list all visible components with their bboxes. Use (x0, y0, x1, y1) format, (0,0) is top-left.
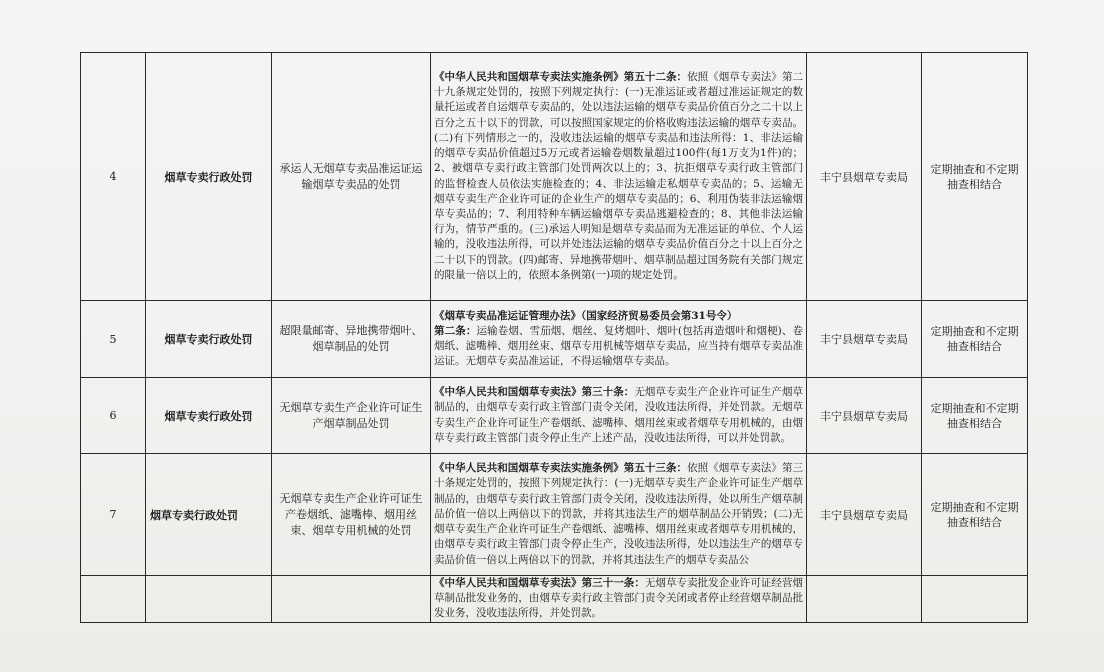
responsible-department: 丰宁县烟草专卖局 (807, 378, 922, 454)
legal-basis (431, 454, 807, 576)
legal-basis (431, 576, 807, 623)
legal-basis-title: 《中华人民共和国烟草专卖法实施条例》第五十三条： (434, 462, 688, 475)
responsible-department (807, 576, 922, 623)
legal-basis-text: 运输卷烟、雪茄烟、烟丝、复烤烟叶、烟叶(包括再造烟叶和烟梗)、卷烟纸、滤嘴棒、烟用丝束、烟草专用机械等烟草专卖品，应当持有烟草专卖品准运证。无烟草专卖品准运证，不得运输烟草专卖品。 (434, 324, 803, 368)
penalty-category: 烟草专卖行政处罚 (146, 378, 272, 454)
legal-basis-title: 《中华人民共和国烟草专卖法实施条例》第五十二条： (434, 71, 688, 84)
table-row (81, 454, 1028, 576)
table-row (81, 53, 1028, 301)
inspection-mode: 定期抽查和不定期抽查相结合 (922, 454, 1028, 576)
penalty-item: 承运人无烟草专卖品准运证运输烟草专卖品的处罚 (272, 53, 431, 301)
legal-basis-text: 依照《烟草专卖法》第二十九条规定处罚的，按照下列规定执行：(一)无准运证或者超过准运证规定的数量托运或者自运烟草专卖品的，处以违法运输的烟草专卖品价值百分之二十以上百分之五十以下的罚款，可以按照国家规定的价格收购违法运输的烟草专卖品。(二)有下列情形之一的，没收违法运输的烟草专卖品和违法所得：1、非法运输的烟草专卖品价值超过5万元或者运输卷烟数量超过100件(每1万支为1件)的；2、被烟草专卖行政主管部门处罚两次以上的；3、抗拒烟草专卖行政主管部门的监督检查人员依法实施检查的；4、非法运输走私烟草专卖品的；5、运输无烟草专卖生产企业许可证的企业生产的烟草专卖品的；6、利用伪装非法运输烟草专卖品的；7、利用特种车辆运输烟草专卖品逃避检查的；8、其他非法运输行为，情节严重的。(三)承运人明知是烟草专卖品而为无准运证的单位、个人运输的，没收违法所得，可以并处违法运输的烟草专卖品价值百分之十以上百分之二十以下的罚款。(四)邮寄、异地携带烟叶、烟草制品超过国务院有关部门规定的限量一倍以上的，依照本条例第(一)项的规定处罚。 (434, 71, 804, 281)
table-row (81, 576, 1028, 623)
table-row (81, 301, 1028, 378)
penalty-item: 超限量邮寄、异地携带烟叶、烟草制品的处罚 (272, 301, 431, 378)
legal-basis (431, 53, 807, 301)
penalty-category (146, 576, 272, 623)
responsible-department: 丰宁县烟草专卖局 (807, 301, 922, 378)
legal-basis-title: 《中华人民共和国烟草专卖法》第三十条： (434, 386, 635, 399)
inspection-mode: 定期抽查和不定期抽查相结合 (922, 378, 1028, 454)
row-index: 4 (81, 53, 146, 301)
legal-basis-text: 无烟草专卖批发企业许可证经营烟草制品批发业务的，由烟草专卖行政主管部门责令关闭或者停止经营烟草制品批发业务，没收违法所得，并处罚款。 (434, 577, 804, 620)
penalty-item: 无烟草专卖生产企业许可证生产烟草制品处罚 (272, 378, 431, 454)
penalty-item (272, 576, 431, 623)
penalty-category: 烟草专卖行政处罚 (146, 454, 272, 576)
inspection-mode (922, 576, 1028, 623)
responsible-department: 丰宁县烟草专卖局 (807, 53, 922, 301)
legal-basis-text: 无烟草专卖生产企业许可证生产烟草制品的，由烟草专卖行政主管部门责令关闭，没收违法所得，并处罚款。无烟草专卖生产企业许可证生产卷烟纸、滤嘴棒、烟用丝束或者烟草专用机械的，由烟草专卖行政主管部门责令停止生产上述产品，没收违法所得，可以并处罚款。 (434, 386, 804, 444)
row-index (81, 576, 146, 623)
legal-basis-article: 第二条： (434, 324, 477, 337)
penalty-category: 烟草专卖行政处罚 (146, 301, 272, 378)
inspection-mode: 定期抽查和不定期抽查相结合 (922, 53, 1028, 301)
responsible-department: 丰宁县烟草专卖局 (807, 454, 922, 576)
row-index: 6 (81, 378, 146, 454)
penalty-table (80, 52, 1028, 623)
penalty-category: 烟草专卖行政处罚 (146, 53, 272, 301)
legal-basis-title: 《中华人民共和国烟草专卖法》第三十一条： (434, 577, 645, 589)
row-index: 7 (81, 454, 146, 576)
legal-basis (431, 378, 807, 454)
table-row (81, 378, 1028, 454)
row-index: 5 (81, 301, 146, 378)
inspection-mode: 定期抽查和不定期抽查相结合 (922, 301, 1028, 378)
penalty-item: 无烟草专卖生产企业许可证生产卷烟纸、滤嘴棒、烟用丝束、烟草专用机械的处罚 (272, 454, 431, 576)
legal-basis-title: 《烟草专卖品准运证管理办法》（国家经济贸易委员会第31号令） (434, 309, 738, 322)
legal-basis (431, 301, 807, 378)
legal-basis-text: 依照《烟草专卖法》第三十条规定处罚的，按照下列规定执行：(一)无烟草专卖生产企业许可证生产烟草制品的，由烟草专卖行政主管部门责令关闭，没收违法所得，处以所生产烟草制品价值一倍以上两倍以下的罚款，并将其违法生产的烟草制品公开销毁；(二)无烟草专卖生产企业许可证生产卷烟纸、滤嘴棒、烟用丝束或者烟草专用机械的，由烟草专卖行政主管部门责令停止生产，没收违法所得，处以违法生产的烟草专卖品价值一倍以上两倍以下的罚款，并将其违法生产的烟草专卖品公 (434, 462, 804, 566)
